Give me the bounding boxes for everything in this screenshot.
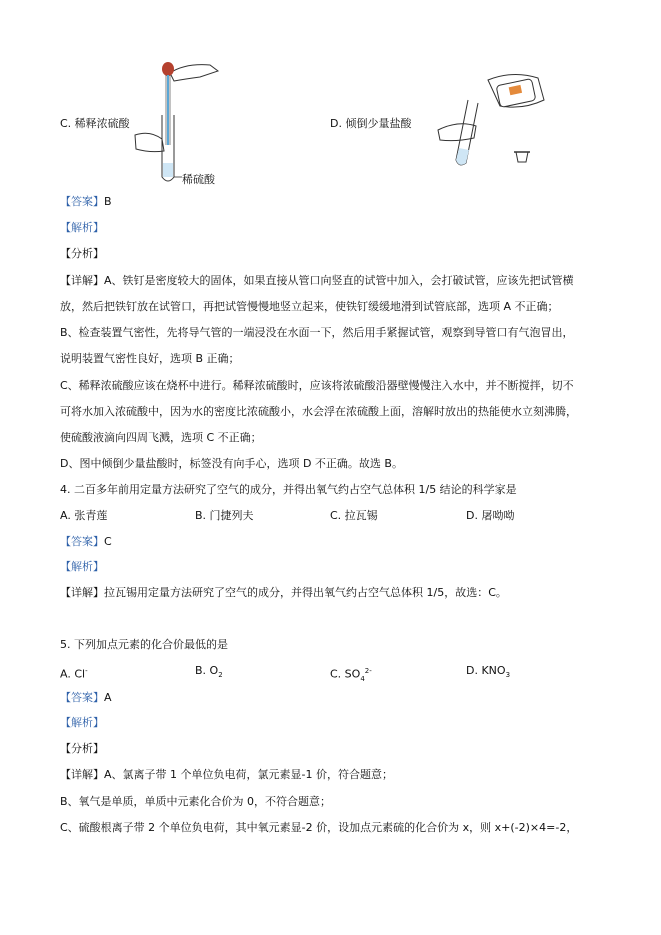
q5-fenxi-tag: 【分析】	[60, 742, 104, 755]
answer-tag: 【答案】	[60, 691, 104, 704]
q4-option-c: C. 拉瓦锡	[330, 509, 378, 522]
q3-detail-line-8: D、图中倾倒少量盐酸时，标签没有向手心，选项 D 不正确。故选 B。	[60, 457, 403, 470]
q5-answer-line	[60, 691, 112, 705]
q5-stem: 5. 下列加点元素的化合价最低的是	[60, 638, 228, 651]
figure-dilute-acid	[130, 55, 240, 190]
q4-analysis-tag: 【解析】	[60, 560, 104, 573]
q5-option-c: C. $SO_4^{2-}$	[330, 667, 372, 683]
q3-detail-line-7: 使硫酸液滴向四周飞溅，选项 C 不正确；	[60, 431, 262, 444]
q3-detail-line-6: 可将水加入浓硫酸中，因为水的密度比浓硫酸小，水会浮在浓硫酸上面，溶解时放出的热能使水立刻沸腾，	[60, 405, 577, 418]
q3-detail-line-2: 放，然后把铁钉放在试管口，再把试管慢慢地竖立起来，使铁钉缓缓地滑到试管底部，选项 A 不正确；	[60, 300, 559, 313]
q5-detail-line-3: C、硫酸根离子带 2 个单位负电荷，其中氧元素显-2 价，设加点元素硫的化合价为 x，则 x+(-2)×4=-2，	[60, 821, 578, 834]
pour-acid-illustration	[428, 70, 558, 170]
q3-detail-line-4: 说明装置气密性良好，选项 B 正确；	[60, 352, 240, 365]
answer-tag: 【答案】	[60, 195, 104, 208]
answer-tag: 【答案】	[60, 535, 104, 548]
detail-tag: 【详解】	[60, 274, 104, 287]
q4-detail-line: 【详解】拉瓦锡用定量方法研究了空气的成分，并得出氧气约占空气总体积 1/5，故选：C。	[60, 586, 507, 599]
detail-tag: 【详解】	[60, 768, 104, 781]
q4-option-d: D. 屠呦呦	[466, 509, 515, 522]
option-c-dilute: C. 稀释浓硫酸	[60, 117, 130, 130]
q3-answer: B	[104, 195, 112, 208]
q5-detail-line-1: 【详解】A、氯离子带 1 个单位负电荷，氯元素显-1 价，符合题意；	[60, 768, 393, 781]
q5-option-b: B. $O_2$	[195, 664, 223, 680]
figure-pour-acid	[428, 70, 558, 170]
q3-detail-line-1: 【详解】A、铁钉是密度较大的固体，如果直接从管口向竖直的试管中加入，会打破试管，应该先把试管横	[60, 274, 574, 287]
option-d-pour: D. 倾倒少量盐酸	[330, 117, 412, 130]
q4-stem: 4. 二百多年前用定量方法研究了空气的成分，并得出氧气约占空气总体积 1/5 结论的科学家是	[60, 483, 517, 496]
q4-option-b: B. 门捷列夫	[195, 509, 254, 522]
q5-option-d: D. $KNO_3$	[466, 664, 511, 680]
q4-answer-line	[60, 535, 112, 549]
q5-answer: A	[104, 691, 112, 704]
q3-analysis-tag: 【解析】	[60, 221, 104, 234]
dilute-acid-illustration	[130, 55, 240, 190]
q3-detail-line-3: B、检查装置气密性，先将导气管的一端浸没在水面一下，然后用手紧握试管，观察到导管口有气泡冒出，	[60, 326, 574, 339]
q4-answer: C	[104, 535, 112, 548]
q3-fenxi-tag: 【分析】	[60, 247, 104, 260]
figure-c-label: 稀硫酸	[182, 173, 215, 186]
q5-option-a: A. Cl-	[60, 667, 88, 681]
detail-tag: 【详解】	[60, 586, 104, 599]
q3-answer-line	[60, 195, 112, 209]
q4-option-a: A. 张青莲	[60, 509, 108, 522]
q5-detail-line-2: B、氧气是单质，单质中元素化合价为 0，不符合题意；	[60, 795, 332, 808]
q5-analysis-tag: 【解析】	[60, 716, 104, 729]
q3-detail-line-5: C、稀释浓硫酸应该在烧杯中进行。稀释浓硫酸时，应该将浓硫酸沿器壁慢慢注入水中，并不断搅拌，切不	[60, 379, 574, 392]
